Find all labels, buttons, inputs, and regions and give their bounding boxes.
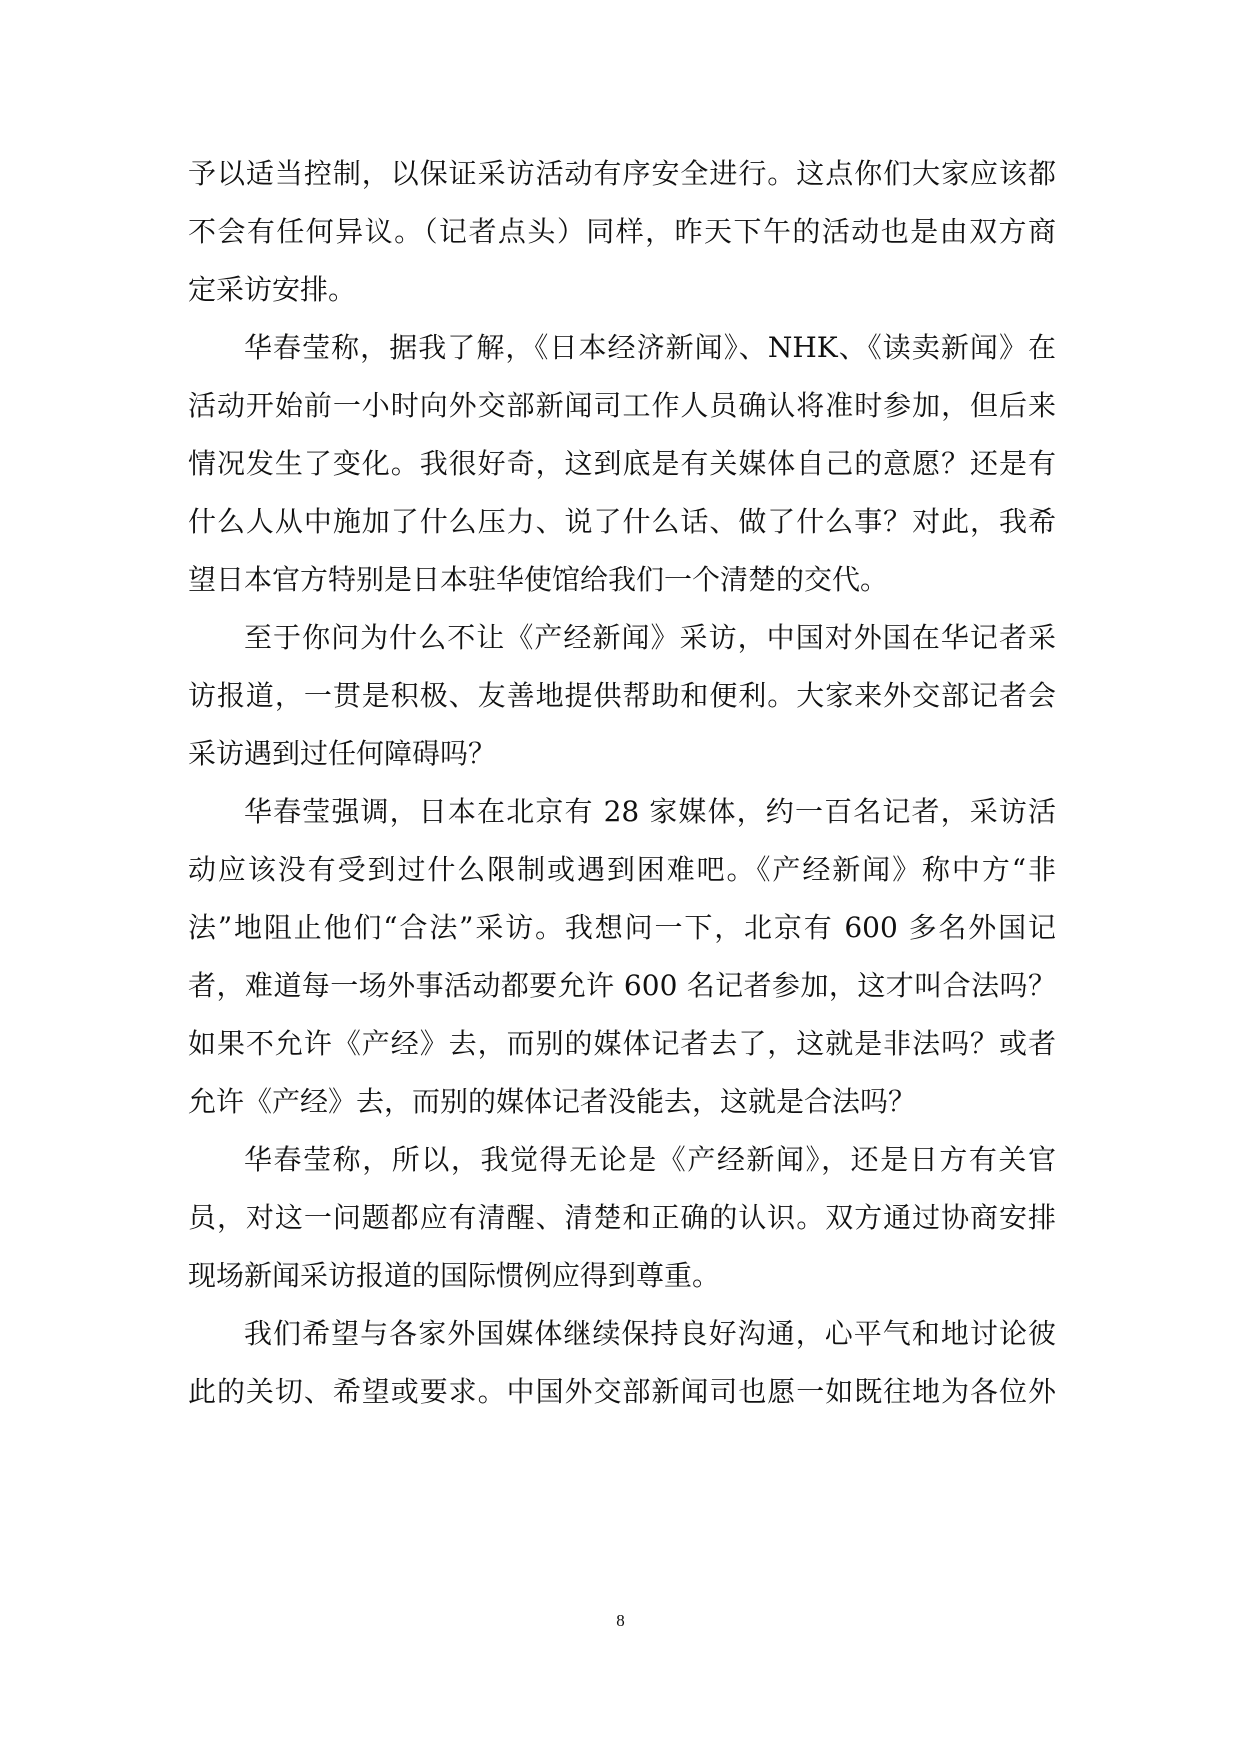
text-line: 什么人从中施加了什么压力、说了什么话、做了什么事？对此，我希 — [188, 505, 1056, 538]
text-line: 采访遇到过任何障碍吗？ — [188, 737, 497, 770]
text-line: 不会有任何异议。（记者点头）同样，昨天下午的活动也是由双方商 — [188, 215, 1056, 248]
text-line: 至于你问为什么不让《产经新闻》采访，中国对外国在华记者采 — [244, 621, 1056, 654]
page-number: 8 — [616, 1611, 625, 1630]
text-line: 华春莹称，所以，我觉得无论是《产经新闻》，还是日方有关官 — [244, 1143, 1056, 1176]
text-line: 访报道，一贯是积极、友善地提供帮助和便利。大家来外交部记者会 — [188, 679, 1056, 712]
text-line: 活动开始前一小时向外交部新闻司工作人员确认将准时参加，但后来 — [188, 389, 1056, 422]
text-line: 此的关切、希望或要求。中国外交部新闻司也愿一如既往地为各位外 — [188, 1375, 1056, 1408]
text-line: 员，对这一问题都应有清醒、清楚和正确的认识。双方通过协商安排 — [188, 1201, 1056, 1234]
text-line: 华春莹称，据我了解，《日本经济新闻》、NHK、《读卖新闻》在 — [244, 331, 1056, 364]
text-line: 者，难道每一场外事活动都要允许 600 名记者参加，这才叫合法吗？ — [188, 969, 1056, 1002]
text-line: 华春莹强调，日本在北京有 28 家媒体，约一百名记者，采访活 — [244, 795, 1056, 828]
text-line: 望日本官方特别是日本驻华使馆给我们一个清楚的交代。 — [188, 563, 889, 596]
text-line: 如果不允许《产经》去，而别的媒体记者去了，这就是非法吗？或者 — [188, 1027, 1056, 1060]
text-line: 定采访安排。 — [188, 273, 357, 306]
text-line: 允许《产经》去，而别的媒体记者没能去，这就是合法吗？ — [188, 1085, 917, 1118]
text-line: 现场新闻采访报道的国际惯例应得到尊重。 — [188, 1259, 721, 1292]
text-line: 我们希望与各家外国媒体继续保持良好沟通，心平气和地讨论彼 — [244, 1317, 1056, 1350]
text-line: 动应该没有受到过什么限制或遇到困难吧。《产经新闻》称中方“非 — [188, 853, 1056, 886]
text-line: 予以适当控制，以保证采访活动有序安全进行。这点你们大家应该都 — [188, 157, 1056, 190]
text-line: 法”地阻止他们“合法”采访。我想问一下，北京有 600 多名外国记 — [188, 911, 1056, 944]
text-line: 情况发生了变化。我很好奇，这到底是有关媒体自己的意愿？还是有 — [188, 447, 1056, 480]
